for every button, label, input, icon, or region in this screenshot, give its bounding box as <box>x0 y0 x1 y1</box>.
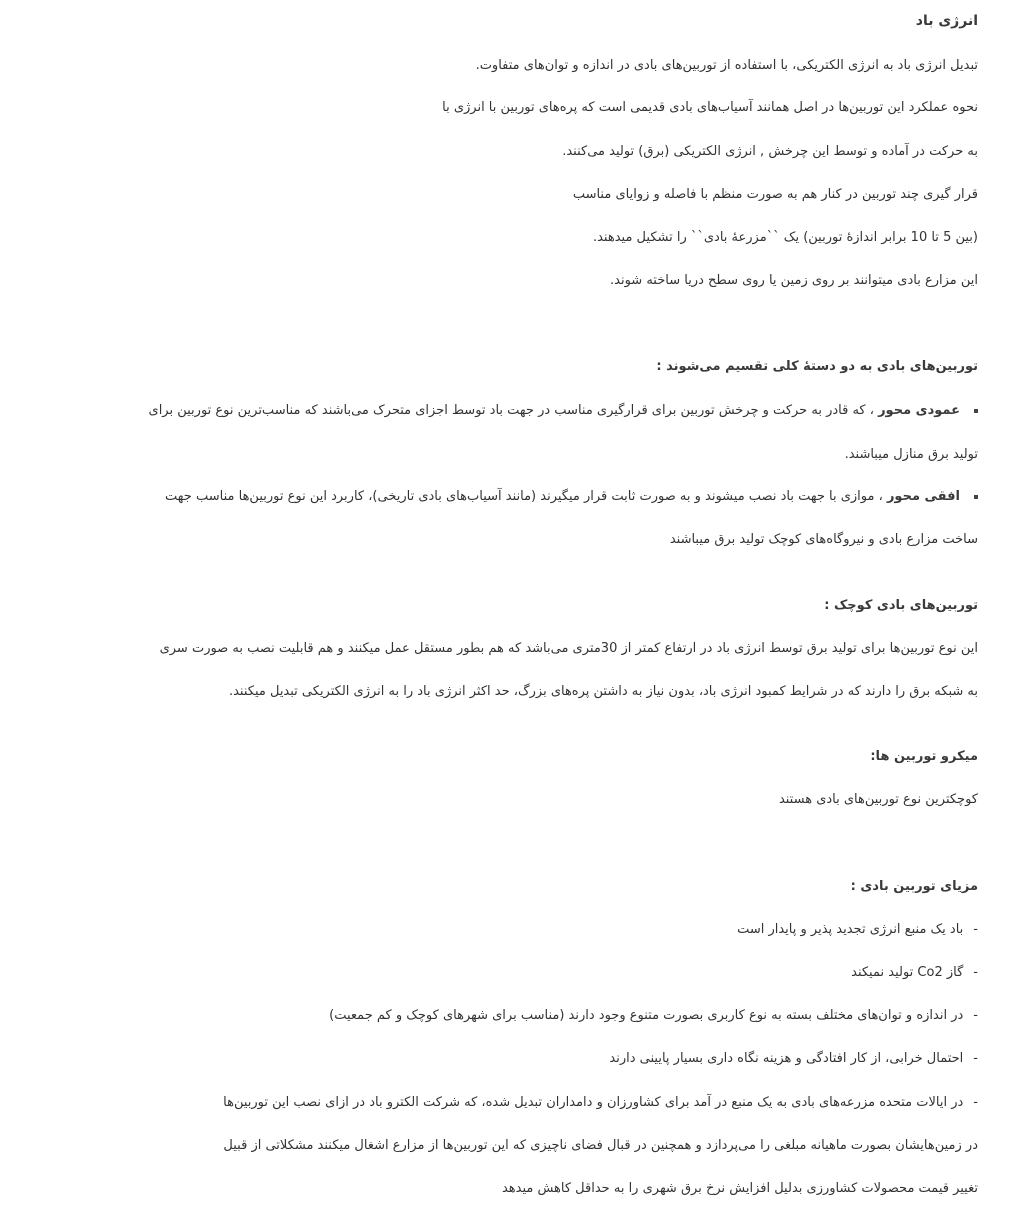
intro-line-2: نحوه عملکرد این توربین‌ها در اصل همانند آسیاب‌های بادی قدیمی است که پره‌های توربین با انرژی با <box>442 100 978 115</box>
advantage-item <box>609 1050 978 1068</box>
vertical-axis-desc-cont: تولید برق منازل میباشند. <box>844 447 978 462</box>
bullet-square-icon <box>974 409 978 413</box>
small-turbines-heading: توربین‌های بادی کوچک : <box>824 598 978 613</box>
vertical-axis-item <box>149 402 978 420</box>
micro-turbines-heading: میکرو توربین ها: <box>870 749 978 764</box>
advantage-item <box>223 1094 978 1112</box>
advantage-text: در اندازه و توان‌های مختلف بسته به نوع کاربری بصورت متنوع وجود دارند (مناسب برای شهرهای کوچک و کم جمعیت) <box>329 1008 964 1023</box>
dash-bullet-icon: - <box>973 965 978 980</box>
horizontal-axis-desc: ، موازی با جهت باد نصب میشوند و به صورت ثابت قرار میگیرند (مانند آسیاب‌های بادی تاریخی)، کاربرد این نوع توربین‌ها مناسب جهت <box>165 489 883 504</box>
micro-turbines-text: کوچکترین نوع توربین‌های بادی هستند <box>778 792 978 807</box>
dash-bullet-icon: - <box>973 1051 978 1066</box>
advantage-text: در ایالات متحده مزرعه‌های بادی به یک منبع در آمد برای کشاورزان و دامداران تبدیل شده، که شرکت الکترو باد در ازای نصب این توربین‌ها <box>223 1095 964 1110</box>
intro-line-1: تبدیل انرژی باد به انرژی الکتریکی، با استفاده از توربین‌های بادی در اندازه و توان‌های متفاوت. <box>475 58 978 73</box>
advantage-text: احتمال خرابی، از کار افتادگی و هزینه نگاه داری بسیار پایینی دارند <box>609 1051 964 1066</box>
advantage-text-cont: در زمین‌هایشان بصورت ماهیانه مبلغی را می‌پردازد و همچنین در قبال فضای ناچیزی که این توربین‌ها از مزارع اشغال میکنند مشکلاتی از قبیل <box>223 1138 978 1153</box>
bullet-square-icon <box>974 495 978 499</box>
intro-line-5: (بین 5 تا 10 برابر اندازهٔ توربین) یک ``مزرعهٔ بادی`` را تشکیل میدهند. <box>592 230 978 245</box>
types-heading: توربین‌های بادی به دو دستهٔ کلی تقسیم می‌شوند : <box>656 359 978 374</box>
intro-line-3: به حرکت در آماده و توسط این چرخش , انرژی الکتریکی (برق) تولید می‌کنند. <box>562 144 978 159</box>
advantage-text: گاز Co2 تولید نمیکند <box>851 965 964 980</box>
horizontal-axis-term: افقی محور <box>886 489 960 504</box>
advantage-text: باد یک منبع انرژی تجدید پذیر و پایدار است <box>737 922 964 937</box>
dash-bullet-icon: - <box>973 1008 978 1023</box>
intro-line-6: این مزارع بادی میتوانند بر روی زمین یا روی سطح دریا ساخته شوند. <box>610 273 978 288</box>
page-title: انرژی باد <box>915 13 978 29</box>
horizontal-axis-item <box>165 488 978 506</box>
advantage-item <box>851 964 978 982</box>
dash-bullet-icon: - <box>973 1095 978 1110</box>
horizontal-axis-desc-cont: ساخت مزارع بادی و نیروگاه‌های کوچک تولید برق میباشند <box>669 532 978 547</box>
dash-bullet-icon: - <box>973 922 978 937</box>
small-turbines-text-1: این نوع توربین‌ها برای تولید برق توسط انرژی باد در ارتفاع کمتر از 30متری می‌باشد که هم بطور مستقل عمل میکنند و هم قابلیت نصب به صورت سری <box>159 641 978 656</box>
vertical-axis-term: عمودی محور <box>878 403 960 418</box>
vertical-axis-desc: ، که قادر به حرکت و چرخش توربین برای قرارگیری مناسب در جهت باد توسط اجزای متحرک می‌باشند که مناسب‌ترین نوع توربین برای <box>148 403 874 418</box>
intro-line-4: قرار گیری چند توربین در کنار هم به صورت منظم با فاصله و زوایای مناسب <box>572 187 978 202</box>
advantage-text-cont: تغییر قیمت محصولات کشاورزی بدلیل افزایش نرخ برق شهری را به حداقل کاهش میدهد <box>501 1181 978 1196</box>
small-turbines-text-2: به شبکه برق را دارند که در شرایط کمبود انرژی باد، بدون نیاز به داشتن پره‌های بزرگ، حد اکثر انرژی باد را به انرژی الکتریکی تبدیل میکنند. <box>228 684 978 699</box>
advantage-item <box>329 1007 978 1025</box>
advantages-heading: مزیای توربین بادی : <box>850 879 978 894</box>
advantage-item <box>737 921 978 939</box>
